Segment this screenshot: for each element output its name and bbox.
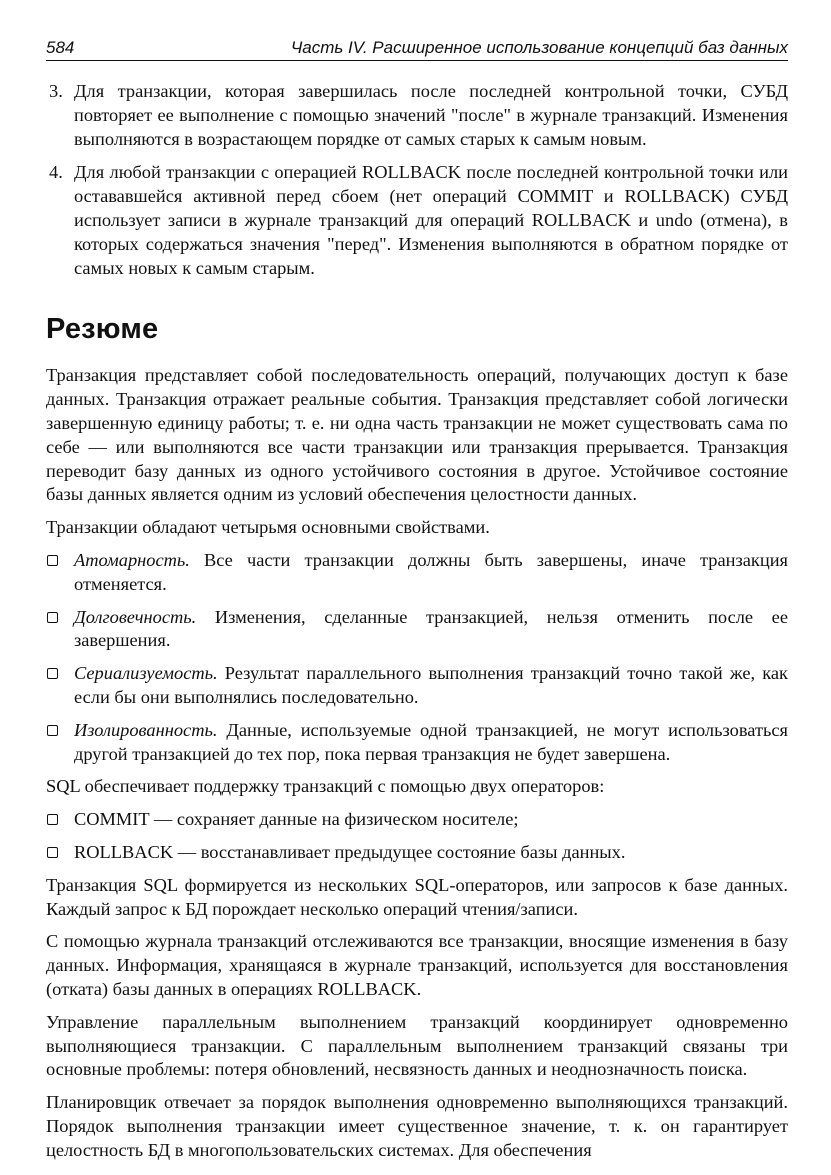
property-term: Долговечность.: [74, 606, 197, 627]
paragraph: SQL обеспечивает поддержку транзакций с помощью двух операторов:: [46, 776, 605, 797]
paragraph: Планировщик отвечает за порядок выполнения одновременно выполняющихся транзакций. Порядок выполнения транзакции имеет существенное значение, т. к. он гарантирует целостность БД в многопользовательских системах. Для обеспечения: [46, 1092, 788, 1160]
sql-operator-item: [46, 808, 788, 832]
property-list-item: [46, 606, 788, 654]
property-list-item: [46, 719, 788, 767]
paragraph: С помощью журнала транзакций отслеживаются все транзакции, вносящие изменения в базу данных. Информация, хранящаяся в журнале транзакций, используется для восстановления (отката) базы данных в операциях ROLLBACK.: [46, 931, 788, 999]
list-number: 4.: [49, 162, 63, 183]
page-number: 584: [46, 38, 75, 57]
property-description: Результат параллельного выполнения транзакций точно такой же, как если бы они выполнялись последовательно.: [74, 663, 788, 707]
paragraph: Транзакция представляет собой последовательность операций, получающих доступ к базе данных. Транзакция отражает реальные события. Транзакция представляет собой логически завершенную единицу работы; т. е. ни одна часть транзакции не может существовать сама по себе — или выполняются все части транзакции или транзакция прерывается. Транзакция переводит базу данных из одного устойчивого состояния в другое. Устойчивое состояние базы данных является одним из условий обеспечения целостности данных.: [46, 365, 788, 505]
sql-operator-text: ROLLBACK — восстанавливает предыдущее состояние базы данных.: [74, 841, 626, 862]
property-term: Сериализуемость.: [74, 663, 218, 684]
paragraph: Транзакция SQL формируется из нескольких SQL-операторов, или запросов к базе данных. Каждый запрос к БД порождает несколько операций чтения/записи.: [46, 874, 788, 919]
checkbox-bullet-icon: [47, 612, 58, 623]
property-list-item: [46, 549, 788, 597]
property-description: Все части транзакции должны быть завершены, иначе транзакция отменяется.: [74, 549, 788, 594]
checkbox-bullet-icon: [47, 847, 58, 858]
checkbox-bullet-icon: [47, 725, 58, 736]
section-heading: Резюме: [46, 313, 159, 346]
property-term: Изолированность.: [74, 719, 218, 740]
property-description: Данные, используемые одной транзакцией, не могут использоваться другой транзакцией до тех пор, пока первая транзакция не будет завершена.: [74, 719, 788, 764]
paragraph: Управление параллельным выполнением транзакций координирует одновременно выполняющиеся транзакции. С параллельным выполнением транзакций связаны три основные проблемы: потеря обновлений, несвязность данных и неоднозначность поиска.: [46, 1011, 788, 1080]
numbered-list-item: [46, 161, 788, 280]
checkbox-bullet-icon: [47, 555, 58, 566]
sql-operator-text: COMMIT — сохраняет данные на физическом носителе;: [74, 809, 519, 830]
numbered-list-item: [46, 80, 788, 151]
running-header-title: Часть IV. Расширенное использование концепций баз данных: [290, 38, 788, 57]
paragraph: Транзакции обладают четырьмя основными свойствами.: [46, 517, 490, 538]
property-description: Изменения, сделанные транзакцией, нельзя отменить после ее завершения.: [74, 606, 788, 651]
page-body: [46, 80, 788, 1171]
checkbox-bullet-icon: [47, 814, 58, 825]
property-list-item: [46, 662, 788, 710]
sql-operator-item: [46, 841, 788, 865]
list-item-text: Для любой транзакции с операцией ROLLBACK после последней контрольной точки или остававшейся активной перед сбоем (нет операций COMMIT и ROLLBACK) СУБД использует записи в журнале транзакций для операций ROLLBACK и undo (отмена), в которых содержаться значения "перед". Изменения выполняются в обратном порядке от самых новых к самым старым.: [74, 162, 788, 278]
list-number: 3.: [49, 81, 63, 101]
list-item-text: Для транзакции, которая завершилась после последней контрольной точки, СУБД повторяет ее выполнение с помощью значений "после" в журнале транзакций. Изменения выполняются в возрастающем порядке от самых старых к самым новым.: [74, 81, 788, 149]
checkbox-bullet-icon: [47, 668, 58, 679]
running-header: [46, 34, 788, 61]
property-term: Атомарность.: [74, 549, 190, 570]
